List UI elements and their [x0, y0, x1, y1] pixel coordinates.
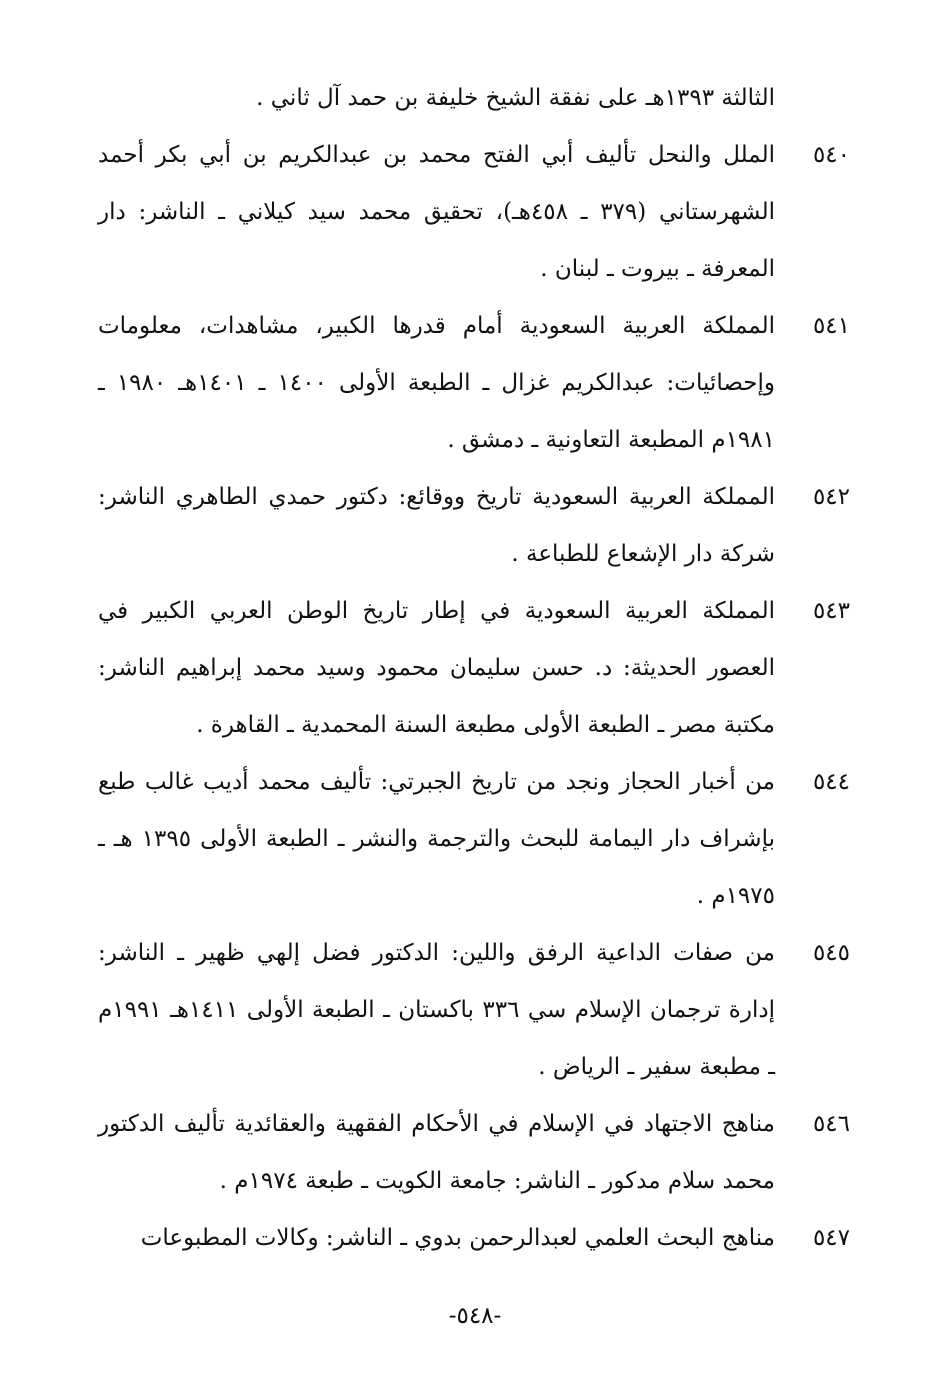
entry-text: الملل والنحل تأليف أبي الفتح محمد بن عبدالكريم بن أبي بكر أحمد الشهرستاني (٣٧٩ ـ ٤٥٨هـ)، تحقيق محمد سيد كيلاني ـ الناشر: دار المعرفة ـ بيروت ـ لبنان .	[98, 142, 775, 282]
entry-number: ٥٤٤	[812, 769, 850, 795]
document-body	[98, 70, 850, 1267]
bibliography-entry	[98, 127, 850, 298]
page-number: -٥٤٨-	[448, 1303, 502, 1329]
entry-text: من صفات الداعية الرفق واللين: الدكتور فضل إلهي ظهير ـ الناشر: إدارة ترجمان الإسلام سي ٣٣٦ باكستان ـ الطبعة الأولى ١٤١١هـ ١٩٩١م ـ مطبعة سفير ـ الرياض .	[98, 940, 775, 1080]
entry-number: ٥٤٧	[812, 1225, 850, 1251]
entry-text: مناهج الاجتهاد في الإسلام في الأحكام الفقهية والعقائدية تأليف الدكتور محمد سلام مدكور ـ الناشر: جامعة الكويت ـ طبعة ١٩٧٤م .	[98, 1111, 775, 1194]
bibliography-entry	[98, 925, 850, 1096]
entry-text: المملكة العربية السعودية أمام قدرها الكبير، مشاهدات، معلومات وإحصائيات: عبدالكريم غزال ـ الطبعة الأولى ١٤٠٠ ـ ١٤٠١هـ ١٩٨٠ ـ ١٩٨١م المطبعة التعاونية ـ دمشق .	[98, 313, 775, 453]
entry-number: ٥٤٠	[812, 142, 850, 168]
entry-text: المملكة العربية السعودية تاريخ ووقائع: دكتور حمدي الطاهري الناشر: شركة دار الإشعاع للطباعة .	[98, 484, 775, 567]
entry-text: المملكة العربية السعودية في إطار تاريخ الوطن العربي الكبير في العصور الحديثة: د. حسن سليمان محمود وسيد محمد إبراهيم الناشر: مكتبة مصر ـ الطبعة الأولى مطبعة السنة المحمدية ـ القاهرة .	[98, 598, 775, 738]
entry-number: ٥٤٢	[812, 484, 850, 510]
entry-text: مناهج البحث العلمي لعبدالرحمن بدوي ـ الناشر: وكالات المطبوعات	[140, 1225, 775, 1251]
bibliography-entry	[98, 469, 850, 583]
bibliography-entry	[98, 1210, 850, 1267]
continuation-text: الثالثة ١٣٩٣هـ على نفقة الشيخ خليفة بن حمد آل ثاني .	[256, 85, 775, 111]
entry-number: ٥٤٣	[812, 598, 850, 624]
entry-number: ٥٤٥	[812, 940, 850, 966]
entry-number: ٥٤٦	[812, 1111, 850, 1137]
bibliography-entry	[98, 298, 850, 469]
bibliography-entry	[98, 583, 850, 754]
entry-number: ٥٤١	[812, 313, 850, 339]
bibliography-entry	[98, 754, 850, 925]
bibliography-entry	[98, 1096, 850, 1210]
entry-text: من أخبار الحجاز ونجد من تاريخ الجبرتي: تأليف محمد أديب غالب طبع بإشراف دار اليمامة للبحث والترجمة والنشر ـ الطبعة الأولى ١٣٩٥ هـ ـ ١٩٧٥م .	[98, 769, 775, 909]
